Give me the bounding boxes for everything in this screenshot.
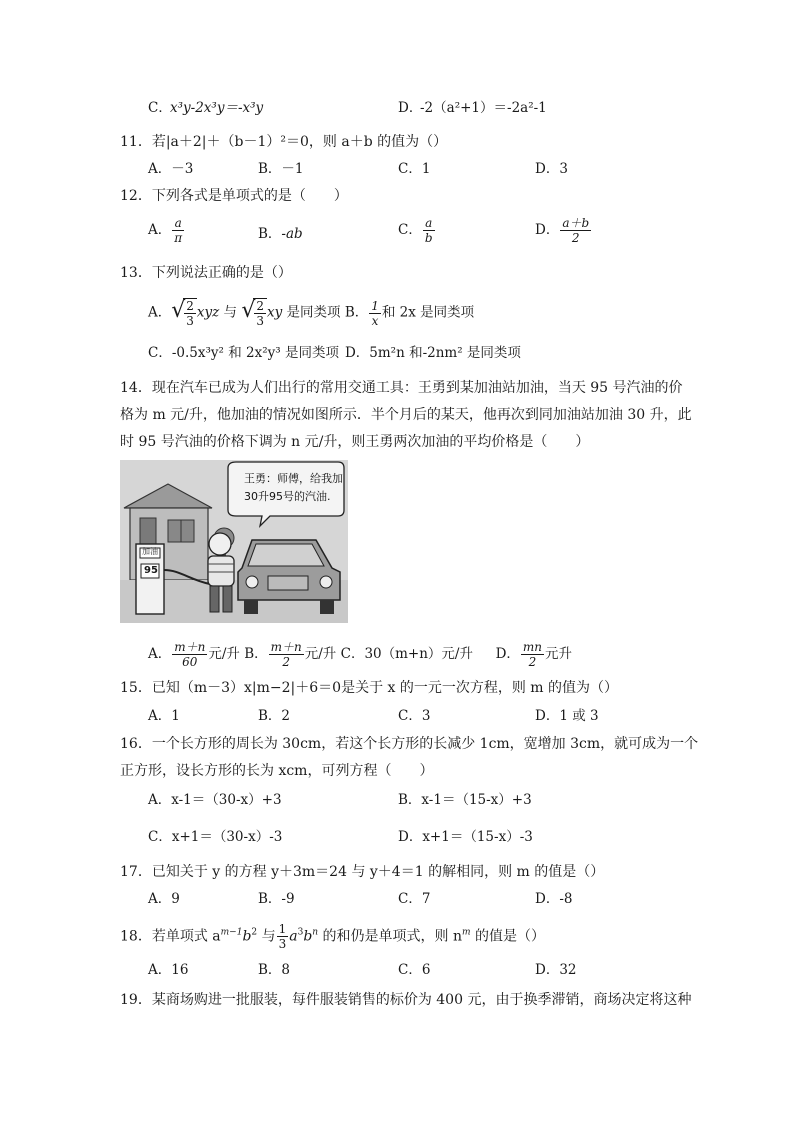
q15-option-c: C．3 — [398, 708, 431, 724]
q18-option-b: B．8 — [258, 962, 291, 978]
q12-d-denominator: 2 — [571, 231, 580, 245]
q11-option-c: C．1 — [398, 161, 431, 177]
q16-stem-line2: 正方形，设长方形的长为 xcm，可列方程（ ） — [120, 763, 434, 779]
q18-number: 18． — [120, 928, 152, 945]
q13-stem — [120, 263, 292, 283]
q15-number: 15． — [120, 680, 152, 696]
q18-sup5: m — [462, 927, 471, 938]
q13-option-a-tail: 是同类项 — [282, 304, 341, 321]
q10-option-d: D． — [398, 100, 423, 116]
q17-number: 17． — [120, 864, 152, 880]
q16-stem-line1 — [120, 734, 698, 754]
q12-option-a-fraction — [172, 216, 184, 245]
q18-frac-den: 3 — [278, 937, 287, 951]
q12-option-d-label: D． — [535, 222, 560, 238]
q11-option-d: D．3 — [535, 161, 568, 177]
q10-option-c: C． — [148, 100, 172, 116]
q12-c-numerator: a — [423, 216, 435, 231]
radical-sign-icon: √ — [241, 298, 256, 323]
person-icon — [209, 533, 231, 555]
q10-option-c-expr: x³y-2x³y＝-x³y — [170, 100, 264, 116]
pump-sign: 加油 — [142, 547, 158, 556]
q14-option-a-label: A． — [148, 646, 172, 662]
q15-stem — [120, 678, 618, 698]
q14-option-b-fraction — [269, 640, 304, 669]
q13-option-a-label: A． — [148, 304, 172, 321]
q12-a-denominator: π — [174, 231, 183, 245]
q17-option-b: B．-9 — [258, 891, 295, 907]
q18-option-d: D．32 — [535, 962, 577, 978]
q16-option-a: A．x-1＝（30-x）+3 — [148, 792, 282, 808]
q12-option-d-fraction — [560, 216, 591, 245]
q18-option-a: A．16 — [148, 962, 189, 978]
q14-stem-line2: 格为 m 元/升，他加油的情况如图所示．半个月后的某天，他再次到同加油站加油 30 升，此 — [120, 407, 692, 423]
q13-sqrt-1-num: 2 — [186, 299, 194, 313]
speech-line-1: 王勇：师傅，给我加 — [244, 472, 343, 485]
q11-stem — [120, 132, 447, 152]
q14-option-b-label: B． — [244, 646, 268, 662]
q13-text: 下列说法正确的是（） — [151, 265, 292, 281]
q13-option-b-tail: 和 2x 是同类项 — [381, 304, 475, 321]
q12-option-a-label: A． — [148, 222, 172, 238]
q14-a-den: 60 — [182, 655, 198, 669]
q12-a-numerator: a — [172, 216, 184, 231]
q18-post: 的和仍是单项式，则 n — [318, 928, 463, 945]
q13-option-b-fraction — [369, 299, 381, 328]
gas-station-illustration — [120, 460, 348, 623]
q11-option-b: B．－1 — [258, 161, 304, 177]
q18-fraction — [277, 922, 289, 951]
q16-option-c: C．x+1＝（30-x）-3 — [148, 829, 283, 845]
q13-option-d: D．5m²n 和-2nm² 是同类项 — [344, 345, 521, 361]
q18-b2: b — [303, 928, 313, 945]
q14-a-num: m＋n — [174, 640, 206, 654]
q18-pre: 若单项式 a — [151, 928, 221, 945]
q13-sqrt-2-num: 2 — [256, 299, 264, 313]
q14-option-b-unit: 元/升 — [304, 646, 337, 662]
q13-sqrt-1 — [171, 298, 197, 328]
q13-option-b-label: B． — [344, 304, 369, 321]
q11-text: 若|a＋2|＋（b－1）²＝0，则 a＋b 的值为（） — [151, 134, 448, 150]
q14-option-c: C．30（m+n）元/升 — [340, 646, 473, 662]
q13-and: 与 — [219, 304, 242, 321]
q14-d-num: mn — [522, 640, 543, 654]
q18-option-c: C．6 — [398, 962, 431, 978]
q13-term-xy: xy — [266, 304, 283, 321]
q12-option-b — [258, 224, 303, 244]
q12-c-denominator: b — [424, 231, 433, 245]
q18-sup4: n — [312, 927, 319, 938]
pump-label: 95 — [144, 565, 158, 576]
q12-number: 12． — [120, 188, 152, 204]
q15-option-a: A．1 — [148, 708, 180, 724]
q12-option-a — [148, 216, 185, 245]
q13-sqrt-2 — [241, 298, 267, 328]
q14-option-d-fraction — [521, 640, 544, 669]
q12-option-b-label: B． — [258, 226, 282, 242]
q10-option-d-expr: -2（a²+1）＝-2a²-1 — [420, 100, 547, 116]
q11-option-a: A．－3 — [148, 161, 194, 177]
q14-option-d-unit: 元升 — [545, 646, 573, 662]
q13-option-c: C．-0.5x³y² 和 2x²y³ 是同类项 — [148, 345, 339, 361]
q16-number: 16． — [120, 736, 152, 752]
q18-frac-num: 1 — [278, 922, 287, 936]
q14-stem-line1 — [120, 378, 683, 398]
q13-options-cd — [148, 343, 521, 363]
q14-option-a-fraction — [172, 640, 207, 669]
q14-text-1: 现在汽车已成为人们出行的常用交通工具：王勇到某加油站加油，当天 95 号汽油的价 — [151, 380, 683, 396]
q14-number: 14． — [120, 380, 152, 396]
radical-sign-icon: √ — [171, 298, 186, 323]
q13-option-a — [148, 298, 474, 328]
q13-sqrt-2-den: 3 — [256, 314, 264, 328]
q12-d-numerator: a＋b — [562, 216, 590, 230]
q13-sqrt-1-fraction — [184, 299, 196, 328]
q14-d-den: 2 — [528, 655, 537, 669]
q16-text-1: 一个长方形的周长为 30cm，若这个长方形的长减少 1cm，宽增加 3cm，就可成为一个 — [151, 736, 699, 752]
q17-option-d: D．-8 — [535, 891, 573, 907]
q14-option-a-unit: 元/升 — [208, 646, 240, 662]
q17-option-c: C．7 — [398, 891, 431, 907]
q16-option-d: D．x+1＝（15-x）-3 — [398, 829, 533, 845]
q18-sup2: 2 — [251, 927, 258, 938]
speech-text — [244, 470, 343, 506]
q13-b-den: x — [371, 313, 379, 328]
q15-option-d: D．1 或 3 — [535, 708, 599, 724]
q14-options — [148, 640, 572, 669]
q18-sup1: m−1 — [220, 927, 243, 938]
q12-option-b-expr: -ab — [281, 226, 303, 242]
q17-option-a: A．9 — [148, 891, 180, 907]
q18-stem — [120, 922, 545, 951]
q19-number: 19． — [120, 992, 152, 1008]
q13-term-xyz: xyz — [196, 304, 220, 321]
q19-text: 某商场购进一批服装，每件服装销售的标价为 400 元，由于换季滞销，商场决定将这种 — [151, 992, 692, 1008]
q18-with: 与 — [257, 928, 276, 945]
q12-option-c-fraction — [423, 216, 435, 245]
q13-sqrt-2-fraction — [254, 299, 266, 328]
q11-number: 11． — [120, 134, 152, 150]
q18-b: b — [242, 928, 252, 945]
q13-number: 13． — [120, 265, 152, 281]
q17-stem — [120, 862, 604, 882]
q14-b-den: 2 — [282, 655, 291, 669]
q18-tail: 的值是（） — [470, 928, 546, 945]
q12-option-c-label: C． — [398, 222, 422, 238]
q16-option-b: B．x-1＝（15-x）+3 — [398, 792, 532, 808]
q12-stem — [120, 186, 348, 206]
q15-option-b: B．2 — [258, 708, 291, 724]
speech-line-2: 30升95号的汽油. — [244, 490, 331, 503]
q12-option-c — [398, 216, 436, 245]
q14-option-d-label: D． — [495, 646, 520, 662]
q19-stem — [120, 990, 691, 1010]
q17-text: 已知关于 y 的方程 y＋3m＝24 与 y＋4＝1 的解相同，则 m 的值是（） — [151, 864, 605, 880]
q18-sup3: 3 — [297, 927, 304, 938]
q15-text: 已知（m－3）x|m−2|＋6＝0是关于 x 的一元一次方程，则 m 的值为（） — [151, 680, 619, 696]
q12-text: 下列各式是单项式的是（ ） — [151, 188, 348, 204]
q14-b-num: m＋n — [270, 640, 302, 654]
q13-b-num: 1 — [371, 298, 379, 313]
q13-sqrt-1-den: 3 — [186, 314, 194, 328]
q18-a: a — [289, 928, 298, 945]
q12-option-d — [535, 216, 592, 245]
q14-stem-line3: 时 95 号汽油的价格下调为 n 元/升，则王勇两次加油的平均价格是（ ） — [120, 434, 590, 450]
